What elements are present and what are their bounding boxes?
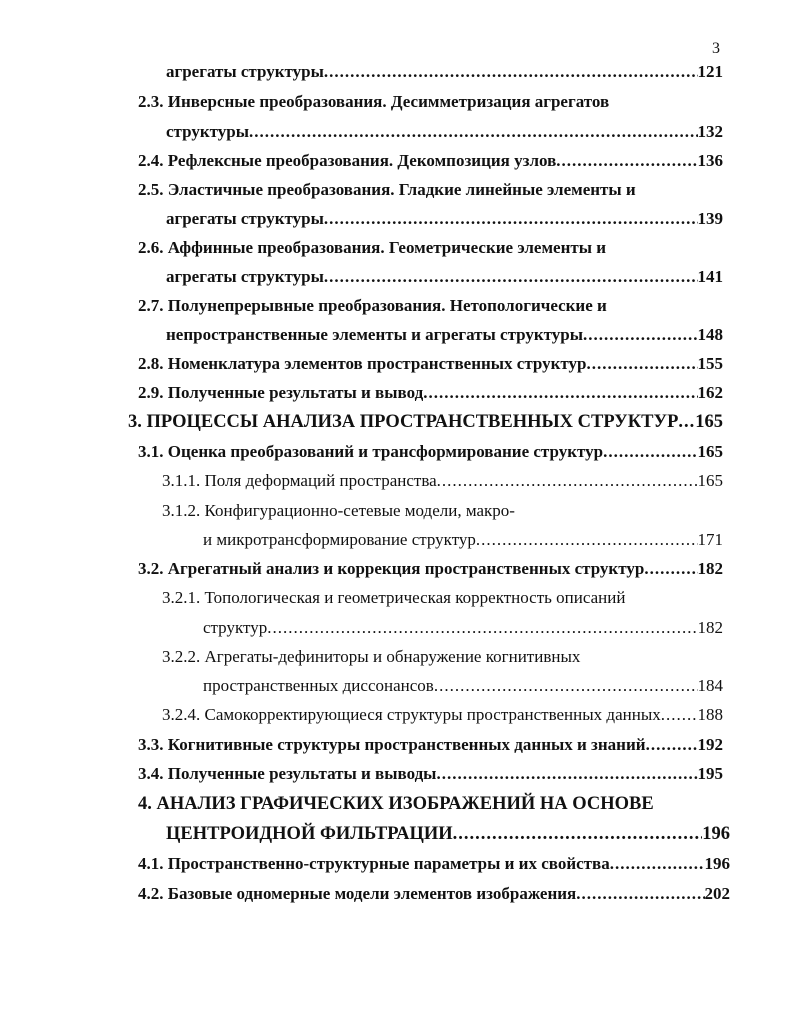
toc-leader [556, 151, 697, 171]
toc-entry-title: и микротрансформирование структур [203, 530, 476, 549]
toc-leader [587, 354, 698, 374]
toc-leader [324, 62, 698, 82]
toc-entry [166, 325, 723, 351]
toc-entry [138, 559, 723, 585]
toc-entry-page: 192 [697, 735, 723, 754]
toc-subentry [162, 647, 580, 673]
toc-leader [476, 530, 698, 550]
toc-entry [138, 296, 607, 322]
toc-entry [166, 209, 723, 235]
toc-entry-title: 3.2.4. Самокорректирующиеся структуры пространственных данных [162, 705, 661, 724]
toc-entry-title: 2.8. Номенклатура элементов пространственных структур [138, 354, 587, 373]
toc-leader [324, 209, 698, 229]
toc-entry-title: 2.4. Рефлексные преобразования. Декомпозиция узлов [138, 151, 557, 170]
toc-leader [646, 735, 698, 755]
toc-entry [166, 267, 723, 293]
toc-entry-page: 195 [697, 764, 723, 783]
toc-leader [610, 854, 705, 874]
toc-leader [661, 705, 698, 725]
toc-entry-title: агрегаты структуры [166, 209, 324, 228]
toc-entry-page: 184 [697, 676, 723, 695]
toc-subentry [162, 588, 625, 614]
toc-entry [166, 62, 723, 88]
toc-leader [603, 442, 697, 462]
page-number: 3 [712, 40, 720, 57]
toc-entry-title: 2.7. Полунепрерывные преобразования. Нетопологические и [138, 296, 607, 315]
toc-entry-page: 196 [704, 854, 730, 873]
toc-entry-title: 3.1. Оценка преобразований и трансформирование структур [138, 442, 604, 461]
toc-entry-page: 171 [697, 530, 723, 549]
toc-entry-title: 2.6. Аффинные преобразования. Геометрические элементы и [138, 238, 607, 257]
toc-leader [678, 412, 695, 433]
toc-subentry [162, 705, 723, 731]
toc-leader [583, 325, 697, 345]
toc-entry-title: пространственных диссонансов [203, 676, 434, 695]
toc-entry [138, 442, 723, 468]
toc-entry [138, 354, 723, 380]
toc-entry-page: 141 [697, 267, 723, 286]
toc-leader [437, 471, 698, 491]
toc-leader [434, 676, 698, 696]
toc-chapter [166, 824, 730, 850]
toc-entry-page: 188 [697, 705, 723, 724]
toc-entry-title: 2.3. Инверсные преобразования. Десимметризация агрегатов [138, 92, 610, 111]
toc-entry-page: 165 [697, 442, 723, 461]
toc-entry [166, 122, 723, 148]
toc-leader [453, 824, 703, 845]
toc-entry-title: структуры [166, 122, 249, 141]
toc-chapter [128, 412, 723, 438]
toc-subentry [203, 618, 723, 644]
toc-leader [436, 764, 697, 784]
toc-entry-page: 162 [697, 383, 723, 402]
toc-entry-page: 182 [697, 559, 723, 578]
toc-entry-title: 3.2. Агрегатный анализ и коррекция пространственных структур [138, 559, 645, 578]
toc-entry-title: 3.2.1. Топологическая и геометрическая корректность описаний [162, 588, 626, 607]
toc-entry [138, 764, 723, 790]
toc-entry-title: 2.9. Полученные результаты и вывод [138, 383, 424, 402]
toc-entry [138, 151, 723, 177]
toc-entry [138, 735, 723, 761]
toc-entry [138, 884, 730, 910]
toc-entry [138, 383, 723, 409]
toc-entry-page: 165 [695, 412, 723, 432]
toc-entry-title: агрегаты структуры [166, 267, 324, 286]
toc-entry-page: 148 [697, 325, 723, 344]
toc-entry-page: 155 [697, 354, 723, 373]
toc-entry-page: 202 [704, 884, 730, 903]
toc-entry-title: 3.4. Полученные результаты и выводы [138, 764, 437, 783]
toc-subentry [162, 501, 515, 527]
toc-entry-title: непространственные элементы и агрегаты структуры [166, 325, 584, 344]
toc-leader [324, 267, 698, 287]
toc-leader [249, 122, 698, 142]
toc-entry-title: 3. ПРОЦЕССЫ АНАЛИЗА ПРОСТРАНСТВЕННЫХ СТРУКТУР [128, 412, 679, 432]
toc-entry-title: 3.1.1. Поля деформаций пространства [162, 471, 437, 490]
toc-entry [138, 238, 606, 264]
toc-subentry [162, 471, 723, 497]
toc-entry-page: 196 [702, 824, 730, 844]
toc-leader [423, 383, 697, 403]
toc-entry [138, 180, 636, 206]
toc-entry-title: 3.3. Когнитивные структуры пространственных данных и знаний [138, 735, 646, 754]
toc-entry-title: 4.1. Пространственно-структурные параметры и их свойства [138, 854, 610, 873]
toc-entry-title: 3.2.2. Агрегаты-дефиниторы и обнаружение когнитивных [162, 647, 581, 666]
toc-entry-title: структур [203, 618, 268, 637]
toc-entry [138, 92, 609, 118]
toc-entry-title: ЦЕНТРОИДНОЙ ФИЛЬТРАЦИИ [166, 824, 453, 844]
toc-subentry [203, 530, 723, 556]
toc-entry-title: 3.1.2. Конфигурационно-сетевые модели, макро- [162, 501, 515, 520]
toc-subentry [203, 676, 723, 702]
toc-entry-page: 182 [697, 618, 723, 637]
toc-entry-page: 136 [697, 151, 723, 170]
toc-leader [267, 618, 697, 638]
toc-entry-page: 139 [697, 209, 723, 228]
toc-entry [138, 854, 730, 880]
toc-entry-title: 4. АНАЛИЗ ГРАФИЧЕСКИХ ИЗОБРАЖЕНИЙ НА ОСНОВЕ [138, 794, 654, 814]
toc-entry-page: 121 [697, 62, 723, 81]
toc-entry-title: агрегаты структуры [166, 62, 324, 81]
toc-entry-title: 4.2. Базовые одномерные модели элементов изображения [138, 884, 577, 903]
toc-chapter [138, 794, 654, 820]
toc-leader [576, 884, 704, 904]
toc-leader [644, 559, 697, 579]
toc-entry-page: 165 [697, 471, 723, 490]
toc-entry-page: 132 [697, 122, 723, 141]
toc-entry-title: 2.5. Эластичные преобразования. Гладкие линейные элементы и [138, 180, 636, 199]
